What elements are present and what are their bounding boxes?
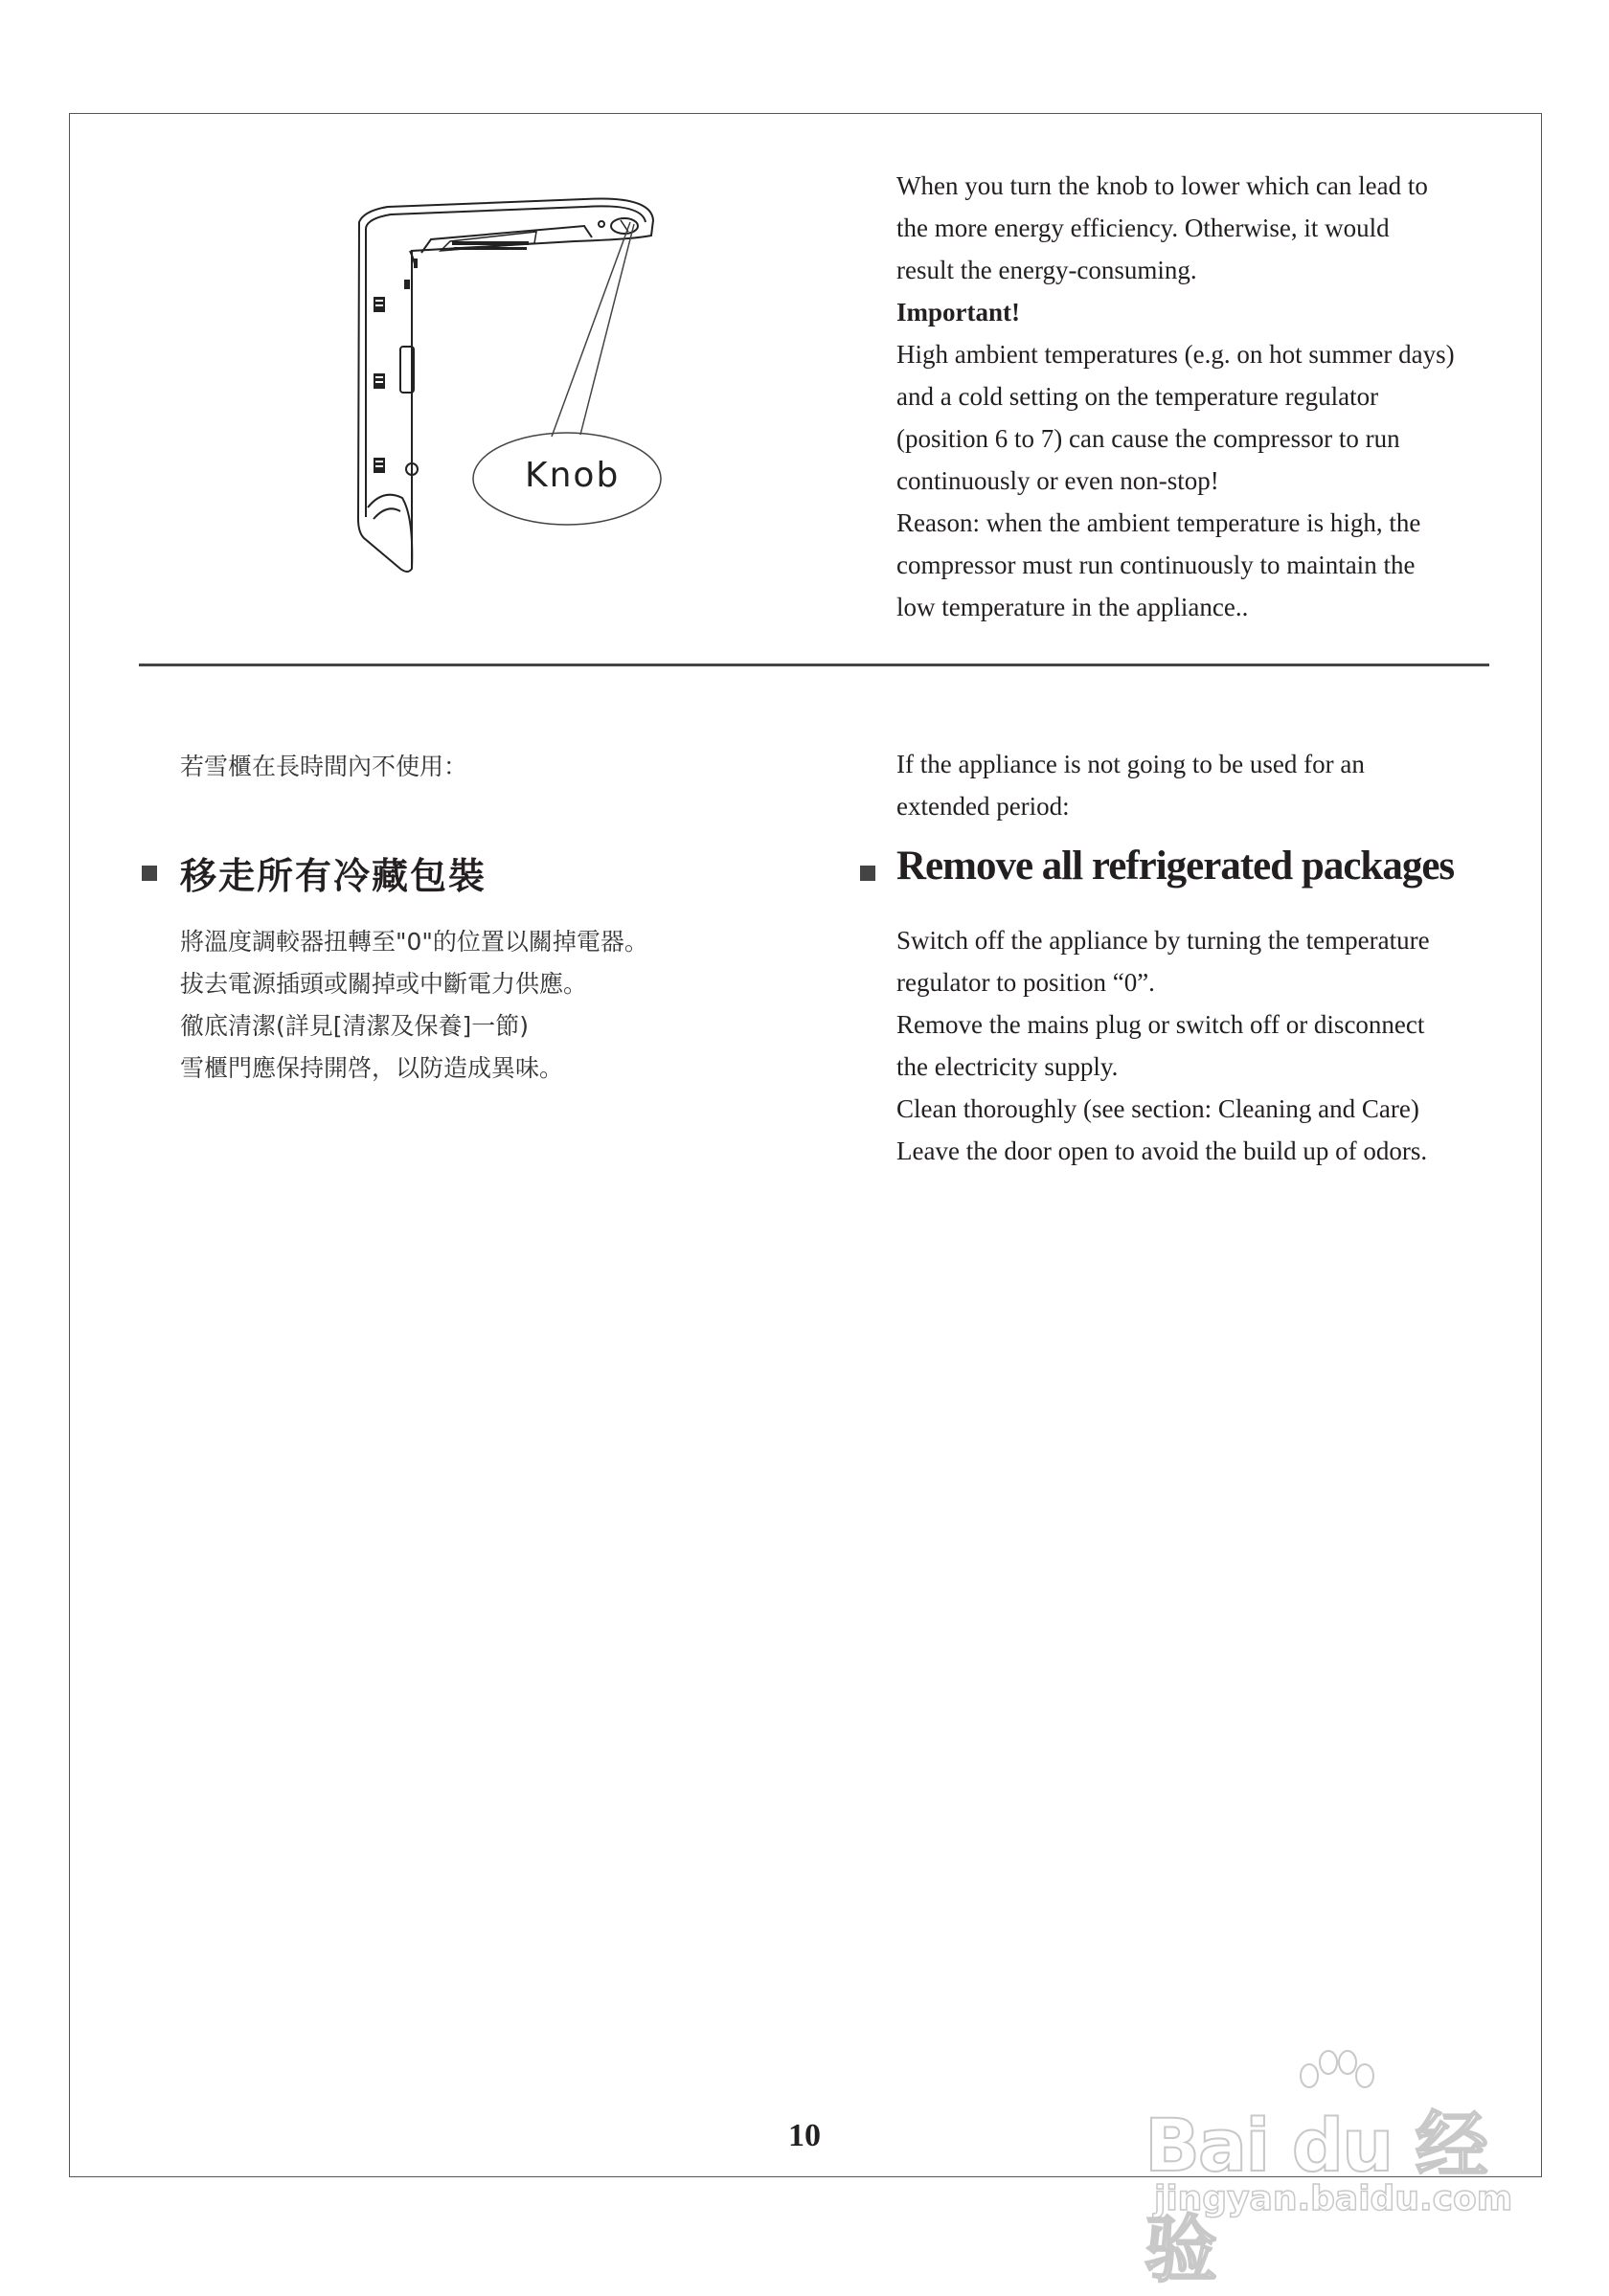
- page-number: 10: [788, 2118, 821, 2153]
- en-instructions: [896, 919, 1509, 1172]
- zh-instructions: [180, 921, 648, 1090]
- en-instruction-line: regulator to position “0”.: [896, 968, 1155, 997]
- en-instruction-line: Switch off the appliance by turning the temperature: [896, 926, 1430, 955]
- en-instruction-line: Leave the door open to avoid the build up of odors.: [896, 1137, 1428, 1165]
- zh-heading-bullet: [142, 866, 157, 881]
- temperature-info-block: [896, 165, 1529, 628]
- warning-line: High ambient temperatures (e.g. on hot summer days): [896, 340, 1455, 369]
- warning-line: low temperature in the appliance..: [896, 593, 1249, 621]
- important-label: Important!: [896, 298, 1020, 326]
- en-intro: [896, 743, 1490, 827]
- warning-line: and a cold setting on the temperature regulator: [896, 382, 1379, 411]
- zh-heading: 移走所有冷藏包裝: [180, 854, 487, 897]
- intro-line: When you turn the knob to lower which can lead to: [896, 171, 1428, 200]
- en-intro-line: If the appliance is not going to be used for an: [896, 750, 1365, 778]
- warning-line: (position 6 to 7) can cause the compressor to run: [896, 424, 1400, 453]
- warning-line: Reason: when the ambient temperature is high, the: [896, 508, 1421, 537]
- watermark-brand: Bai du 经验: [1144, 2103, 1486, 2292]
- en-instruction-line: Clean thoroughly (see section: Cleaning and Care): [896, 1094, 1419, 1123]
- baidu-watermark: [1144, 2047, 1547, 2292]
- zh-instruction-line: 將溫度調較器扭轉至"0"的位置以關掉電器。: [180, 928, 648, 956]
- intro-line: result the energy-consuming.: [896, 256, 1197, 284]
- en-heading: Remove all refrigerated packages: [896, 844, 1455, 889]
- zh-intro: 若雪櫃在長時間內不使用：: [180, 753, 468, 780]
- section-divider: [139, 664, 1489, 666]
- warning-line: continuously or even non-stop!: [896, 466, 1219, 495]
- intro-line: the more energy efficiency. Otherwise, it would: [896, 214, 1390, 242]
- warning-line: compressor must run continuously to maintain the: [896, 551, 1416, 579]
- en-instruction-line: the electricity supply.: [896, 1052, 1119, 1081]
- watermark-url: jingyan.baidu.com: [1154, 2179, 1513, 2218]
- zh-instruction-line: 拔去電源插頭或關掉或中斷電力供應。: [180, 970, 588, 998]
- knob-label: Knob: [525, 456, 621, 495]
- zh-instruction-line: 雪櫃門應保持開啓，以防造成異味。: [180, 1054, 564, 1082]
- en-intro-line: extended period:: [896, 792, 1070, 821]
- en-heading-bullet: [860, 866, 875, 881]
- zh-instruction-line: 徹底清潔(詳見[清潔及保養]一節): [180, 1012, 530, 1040]
- en-instruction-line: Remove the mains plug or switch off or disconnect: [896, 1010, 1425, 1039]
